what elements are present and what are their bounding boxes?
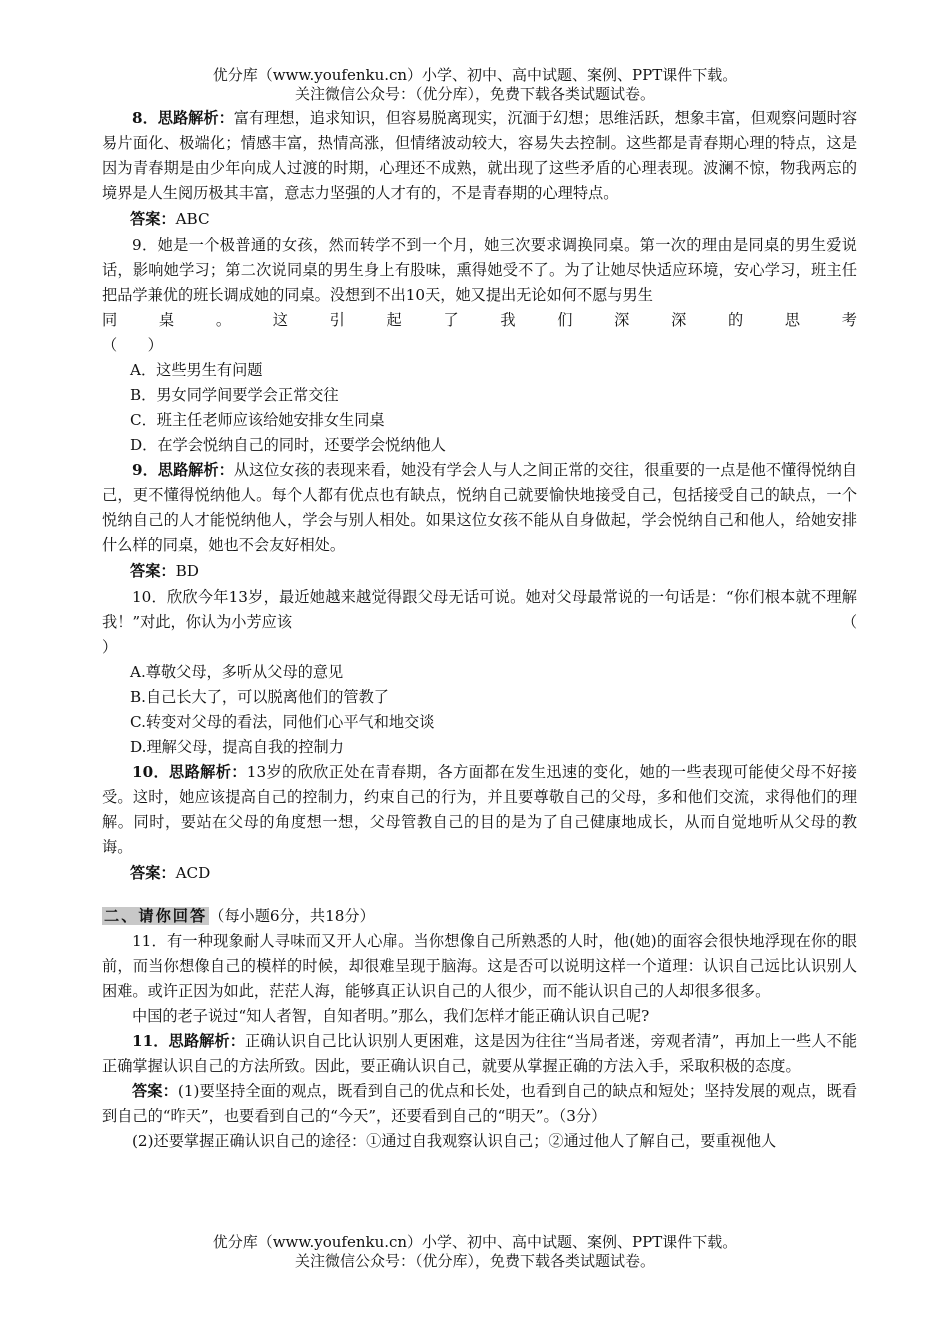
q10-stem — [102, 585, 857, 635]
q9-option-a: A．这些男生有问题 — [130, 361, 263, 379]
q10-analysis — [102, 760, 857, 860]
footer-line-1: 优分库（www.youfenku.cn）小学、初中、高中试题、案例、PPT课件下载。 — [212, 1233, 738, 1251]
q10-paren-open: （ — [841, 613, 857, 631]
q10-stem-text: 10．欣欣今年13岁，最近她越来越觉得跟父母无话可说。她对父母最常说的一句话是：“你们根本就不理解我！”对此，你认为小芳应该 — [102, 588, 857, 631]
q9-char: 思 — [784, 311, 801, 329]
q8-answer-label: 答案： — [130, 210, 176, 228]
section-2-title: 二、请你回答 — [104, 907, 208, 925]
section-2-note: （每小题6分，共18分） — [209, 907, 375, 925]
q10-answer — [102, 861, 857, 886]
section-2-heading — [102, 904, 857, 929]
q9-char: 引 — [329, 311, 345, 329]
q11-stem: 11．有一种现象耐人寻味而又开人心扉。当你想像自己所熟悉的人时，他(她)的面容会很快地浮现在你的眼前，而当你想像自己的模样的时候，却很难呈现于脑海。这是否可以说明这样一个道理：认识自己远比认识别人困难。或许正因为如此，茫茫人海，能够真正认识自己的人很少，而不能认识自己的人却很多很多。 — [102, 932, 857, 1000]
q9-option-b: B．男女同学间要学会正常交往 — [130, 386, 339, 404]
q9-answer — [102, 559, 857, 584]
q9-stem: 9．她是一个极普通的女孩，然而转学不到一个月，她三次要求调换同桌。第一次的理由是同桌的男生爱说话，影响她学习；第二次说同桌的男生身上有股味，熏得她受不了。为了让她尽快适应环境，安心学习，班主任把品学兼优的班长调成她的同桌。没想到不出10天，她又提出无论如何不愿与男生 — [102, 236, 857, 304]
q9-analysis-text: 从这位女孩的表现来看，她没有学会人与人之间正常的交往，很重要的一点是他不懂得悦纳自己，更不懂得悦纳他人。每个人都有优点也有缺点，悦纳自己就要愉快地接受自己，包括接受自己的缺点，一个悦纳自己的人才能悦纳他人，学会与别人相处。如果这位女孩不能从自身做起，学会悦纳自己和他人，给她安排什么样的同桌，她也不会友好相处。 — [102, 461, 858, 554]
page-header — [0, 66, 950, 104]
document-body — [102, 106, 857, 1154]
q11-analysis-text: 正确认识自己比认识别人更困难，这是因为往往“当局者迷，旁观者清”，再加上一些人不能正确掌握认识自己的方法所致。因此，要正确认识自己，就要从掌握正确的方法入手，采取积极的态度。 — [102, 1032, 858, 1075]
footer-line-2: 关注微信公众号：（优分库），免费下载各类试题试卷。 — [294, 1252, 655, 1270]
q9-char: 考 — [841, 311, 857, 329]
q8-analysis-text: 富有理想，追求知识，但容易脱离现实，沉湎于幻想；思维活跃，想象丰富，但观察问题时容易片面化、极端化；情感丰富，热情高涨，但情绪波动较大，容易失去控制。这些都是青春期心理的特点，这是因为青春期是由少年向成人过渡的时期，心理还不成熟，就出现了这些矛盾的心理表现。波澜不惊，物我两忘的境界是人生阅历极其丰富，意志力坚强的人才有的，不是青春期的心理特点。 — [102, 109, 858, 202]
q10-option-c: C.转变对父母的看法，同他们心平气和地交谈 — [130, 713, 435, 731]
q10-answer-label: 答案： — [130, 864, 176, 882]
header-line-1: 优分库（www.youfenku.cn）小学、初中、高中试题、案例、PPT课件下载。 — [212, 66, 738, 84]
q11-answer-1-text: (1)要坚持全面的观点，既看到自己的优点和长处，也看到自己的缺点和短处；坚持发展的观点，既看到自己的“昨天”，也要看到自己的“今天”，还要看到自己的“明天”。（3分） — [102, 1082, 858, 1125]
q10-option-a: A.尊敬父母，多听从父母的意见 — [130, 663, 344, 681]
q9-char: 同 — [102, 311, 118, 329]
q9-answer-value: BD — [175, 562, 199, 580]
q9-answer-paren: （ ） — [102, 336, 163, 354]
q9-char: 深 — [614, 311, 630, 329]
q9-char: 起 — [386, 311, 402, 329]
q9-char: 桌 — [158, 311, 175, 329]
q9-answer-label: 答案： — [130, 562, 176, 580]
q10-option-d: D.理解父母，提高自我的控制力 — [130, 738, 344, 756]
q8-answer — [102, 207, 857, 232]
q9-analysis — [102, 458, 857, 558]
q8-answer-value: ABC — [175, 210, 210, 228]
q9-char: 。 — [215, 311, 231, 329]
page-footer — [0, 1233, 950, 1271]
q9-option-d: D．在学会悦纳自己的同时，还要学会悦纳他人 — [130, 436, 446, 454]
q9-stem-spread — [102, 308, 857, 333]
q9-option-c: C．班主任老师应该给她安排女生同桌 — [130, 411, 385, 429]
header-line-2: 关注微信公众号：（优分库），免费下载各类试题试卷。 — [294, 85, 655, 103]
q9-char: 深 — [671, 311, 687, 329]
q9-char: 们 — [557, 311, 573, 329]
q11-analysis — [102, 1029, 857, 1079]
q11-analysis-label: 11．思路解析： — [132, 1032, 245, 1050]
q10-analysis-label: 10．思路解析： — [132, 763, 247, 781]
q9-char: 了 — [443, 311, 459, 329]
q11-answer-1 — [102, 1079, 857, 1129]
q10-paren-close: ） — [102, 638, 118, 656]
q10-answer-value: ACD — [175, 864, 211, 882]
q10-analysis-text: 13岁的欣欣正处在青春期，各方面都在发生迅速的变化，她的一些表现可能使父母不好接受。这时，她应该提高自己的控制力，约束自己的行为，并且要尊敬自己的父母，多和他们交流，求得他们的理解。同时，要站在父母的角度想一想，父母管教自己的目的是为了自己健康地成长，从而自觉地听从父母的教诲。 — [102, 763, 857, 856]
q9-analysis-label: 9．思路解析： — [132, 461, 234, 479]
q8-analysis-label: 8．思路解析： — [132, 109, 234, 127]
q9-char: 这 — [272, 311, 288, 329]
q11-stem-2: 中国的老子说过“知人者智，自知者明。”那么，我们怎样才能正确认识自己呢? — [132, 1007, 650, 1025]
q9-char: 的 — [727, 311, 744, 329]
q9-char: 我 — [500, 311, 516, 329]
q8-analysis — [102, 106, 857, 206]
q11-answer-2: (2)还要掌握正确认识自己的途径：①通过自我观察认识自己；②通过他人了解自己，要重视他人 — [132, 1132, 777, 1150]
q10-option-b: B.自己长大了，可以脱离他们的管教了 — [130, 688, 389, 706]
q11-answer-label: 答案： — [132, 1082, 178, 1100]
